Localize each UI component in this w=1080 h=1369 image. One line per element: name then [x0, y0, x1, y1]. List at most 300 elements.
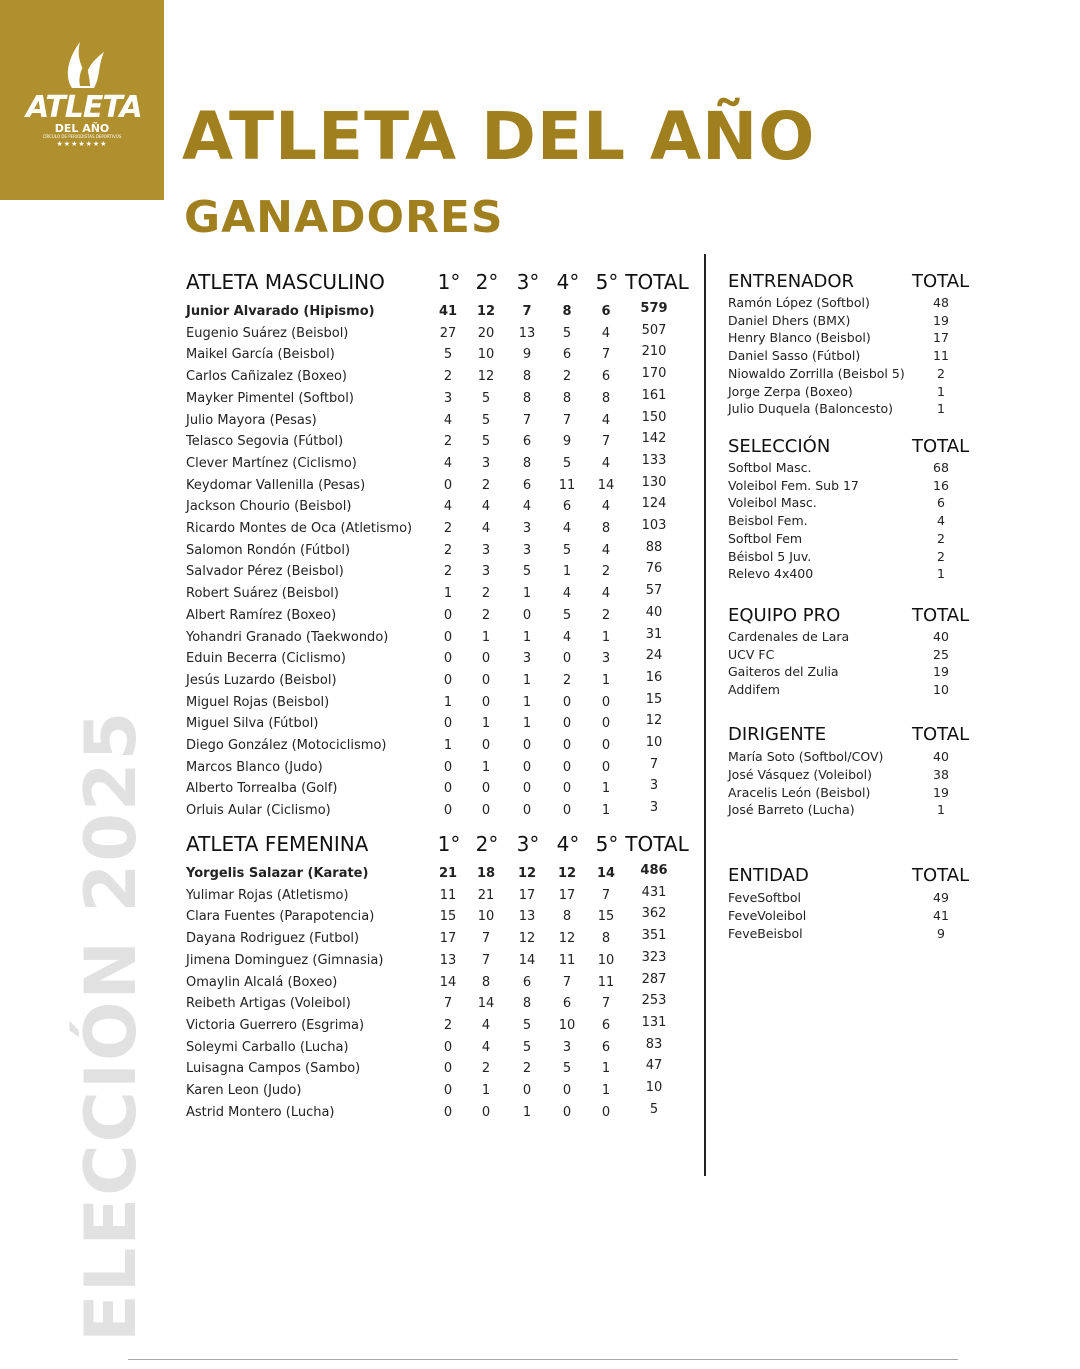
cell-name: Maikel García (Beisbol) [186, 347, 335, 363]
entrenador-header-total: TOTAL [912, 271, 970, 292]
masculino-header-p5: 5° [595, 270, 619, 294]
list-item [728, 682, 988, 700]
item-total: 40 [933, 629, 949, 644]
item-name: FeveBeisbol [728, 925, 803, 941]
cell-name: Eugenio Suárez (Beisbol) [186, 325, 349, 341]
cell-p4: 1 [562, 564, 572, 580]
cell-p5: 7 [601, 347, 611, 363]
cell-p4: 0 [562, 1083, 572, 1098]
cell-p4: 3 [562, 1039, 572, 1055]
cell-name: Mayker Pimentel (Softbol) [186, 390, 354, 406]
cell-p4: 4 [562, 629, 572, 645]
cell-p2: 3 [481, 564, 491, 580]
dirigente-header-total: TOTAL [912, 724, 970, 745]
cell-total: 15 [645, 691, 663, 707]
cell-name: Jackson Chourio (Beisbol) [186, 499, 352, 515]
item-name: FeveVoleibol [728, 907, 807, 923]
femenina-header-category: ATLETA FEMENINA [186, 832, 369, 856]
cell-p1: 0 [443, 716, 453, 732]
cell-name: Telasco Segovia (Fútbol) [186, 434, 344, 450]
cell-p5: 7 [601, 434, 611, 450]
cell-total: 150 [641, 409, 667, 425]
list-item [728, 647, 988, 665]
cell-p1: 0 [443, 651, 453, 667]
item-name: Ramón López (Softbol) [728, 295, 870, 310]
cell-p4: 8 [562, 909, 572, 925]
list-item [728, 366, 988, 384]
cell-p4: 12 [557, 866, 577, 881]
cell-p5: 8 [601, 931, 611, 947]
cell-p3: 4 [522, 499, 532, 515]
item-total: 41 [933, 907, 949, 923]
cell-total: 130 [641, 474, 667, 490]
cell-p3: 0 [522, 781, 532, 797]
cell-p3: 3 [522, 651, 532, 667]
item-name: Softbol Masc. [728, 460, 812, 475]
cell-name: Eduin Becerra (Ciclismo) [186, 651, 346, 667]
cell-p4: 10 [558, 1017, 576, 1033]
cell-p2: 14 [477, 996, 495, 1012]
cell-p4: 9 [562, 434, 572, 450]
cell-p3: 1 [522, 672, 532, 688]
cell-p5: 15 [597, 909, 615, 925]
cell-name: Astrid Montero (Lucha) [186, 1104, 335, 1120]
item-name: Daniel Sasso (Fútbol) [728, 348, 861, 364]
list-item [728, 802, 988, 820]
cell-p2: 7 [481, 952, 491, 968]
cell-p4: 6 [562, 996, 572, 1012]
cell-name: Albert Ramírez (Boxeo) [186, 607, 337, 623]
entidad-header-total: TOTAL [912, 865, 970, 886]
cell-p2: 12 [476, 304, 496, 319]
cell-p3: 3 [522, 521, 532, 536]
cell-p5: 4 [601, 455, 611, 471]
cell-name: Luisagna Campos (Sambo) [186, 1061, 361, 1077]
cell-total: 142 [641, 431, 667, 447]
cell-p2: 1 [481, 1083, 491, 1098]
column-divider [704, 254, 706, 1176]
cell-p5: 1 [601, 781, 611, 797]
list-item [728, 384, 988, 402]
cell-p5: 10 [597, 952, 615, 968]
cell-total: 88 [645, 539, 663, 555]
cell-p2: 1 [481, 629, 491, 645]
item-total: 1 [937, 802, 945, 818]
cell-p4: 7 [562, 412, 572, 428]
cell-name: Robert Suárez (Beisbol) [186, 586, 339, 602]
cell-p2: 4 [481, 1039, 491, 1055]
item-name: Niowaldo Zorrilla (Beisbol 5) [728, 365, 905, 381]
femenina-header-p5: 5° [595, 832, 619, 856]
cell-p1: 41 [438, 304, 458, 319]
cell-p4: 2 [562, 672, 572, 688]
logo-word: ATLETA [26, 90, 142, 125]
cell-p4: 11 [558, 952, 576, 968]
cell-p3: 12 [517, 866, 537, 881]
cell-p3: 8 [522, 455, 532, 471]
cell-p5: 1 [601, 672, 611, 688]
cell-p2: 0 [481, 781, 491, 797]
cell-p2: 4 [481, 499, 491, 515]
cell-p4: 5 [562, 455, 572, 471]
item-total: 2 [937, 365, 945, 381]
cell-p1: 13 [439, 952, 457, 968]
cell-p4: 6 [562, 347, 572, 363]
cell-total: 170 [641, 366, 667, 382]
logo-stars: ★★★★★★★ [56, 140, 108, 148]
cell-p3: 13 [518, 325, 536, 341]
list-item [728, 664, 988, 682]
cell-p3: 5 [522, 1039, 532, 1055]
item-total: 2 [937, 530, 945, 546]
cell-p4: 8 [562, 390, 572, 406]
item-total: 16 [933, 477, 949, 493]
list-item [728, 478, 988, 496]
cell-p2: 3 [481, 542, 491, 558]
item-total: 25 [933, 646, 949, 662]
logo [0, 0, 164, 200]
item-total: 1 [937, 566, 945, 582]
item-name: Béisbol 5 Juv. [728, 548, 812, 564]
cell-p5: 7 [601, 887, 611, 903]
item-total: 49 [933, 890, 949, 905]
item-name: Cardenales de Lara [728, 629, 850, 644]
item-name: Gaiteros del Zulia [728, 664, 839, 679]
cell-p1: 11 [439, 887, 457, 903]
cell-p2: 2 [481, 477, 491, 493]
cell-p4: 17 [558, 887, 576, 903]
equipo_pro-header-category: EQUIPO PRO [728, 605, 841, 626]
list-item [728, 330, 988, 348]
cell-p1: 17 [439, 931, 457, 947]
item-name: José Barreto (Lucha) [728, 802, 855, 818]
equipo_pro-header [728, 605, 988, 629]
masculino-header-p1: 1° [437, 270, 461, 294]
item-name: Beisbol Fem. [728, 513, 808, 529]
item-total: 19 [933, 312, 949, 328]
cell-name: Miguel Rojas (Beisbol) [186, 694, 330, 710]
cell-p4: 5 [562, 1061, 572, 1077]
cell-p5: 6 [601, 369, 611, 385]
cell-p2: 5 [481, 434, 491, 450]
cell-p4: 5 [562, 325, 572, 341]
cell-p1: 0 [443, 607, 453, 623]
cell-total: 362 [641, 906, 667, 922]
cell-p1: 0 [443, 629, 453, 645]
cell-p4: 7 [562, 974, 572, 990]
item-name: María Soto (Softbol/COV) [728, 749, 884, 764]
cell-p1: 0 [443, 1083, 453, 1098]
cell-p1: 4 [443, 412, 453, 428]
cell-p1: 1 [443, 694, 453, 710]
cell-total: 83 [645, 1036, 663, 1052]
cell-total: 10 [645, 1080, 663, 1095]
cell-p5: 8 [601, 521, 611, 536]
cell-p3: 12 [518, 931, 536, 947]
cell-p5: 6 [601, 1039, 611, 1055]
dirigente-header [728, 724, 988, 748]
cell-name: Yohandri Granado (Taekwondo) [186, 629, 389, 645]
cell-p5: 1 [601, 629, 611, 645]
cell-p3: 1 [522, 1104, 532, 1120]
cell-total: 323 [641, 949, 667, 965]
cell-p4: 0 [562, 803, 572, 819]
list-item [728, 767, 988, 785]
cell-p3: 1 [522, 629, 532, 645]
cell-p1: 0 [443, 1104, 453, 1120]
femenina-header-p3: 3° [516, 832, 540, 856]
item-total: 11 [933, 348, 949, 364]
cell-p1: 15 [439, 909, 457, 925]
cell-p2: 21 [477, 887, 495, 903]
cell-name: Miguel Silva (Fútbol) [186, 716, 319, 732]
cell-p5: 0 [601, 694, 611, 710]
cell-total: 131 [641, 1014, 667, 1030]
cell-total: 76 [645, 561, 663, 577]
cell-total: 10 [645, 735, 663, 750]
cell-p2: 1 [481, 716, 491, 732]
cell-p5: 4 [601, 412, 611, 428]
cell-p5: 0 [601, 1104, 611, 1120]
item-total: 6 [937, 495, 945, 511]
cell-total: 486 [640, 863, 668, 878]
cell-p2: 8 [481, 974, 491, 990]
femenina-header-p4: 4° [556, 832, 580, 856]
cell-p1: 14 [439, 974, 457, 990]
cell-name: Jimena Dominguez (Gimnasia) [186, 952, 384, 968]
cell-p4: 8 [562, 304, 572, 319]
item-name: José Vásquez (Voleibol) [728, 766, 873, 782]
cell-p5: 4 [601, 542, 611, 558]
cell-p5: 0 [601, 716, 611, 732]
cell-p2: 18 [476, 866, 496, 881]
cell-p4: 2 [562, 369, 572, 385]
cell-p2: 5 [481, 390, 491, 406]
cell-p4: 11 [558, 477, 576, 493]
cell-p1: 1 [443, 738, 453, 753]
masculino-header-total: TOTAL [625, 270, 689, 294]
item-name: Henry Blanco (Beisbol) [728, 330, 871, 346]
item-name: Voleibol Masc. [728, 495, 817, 511]
list-item [728, 460, 988, 478]
item-total: 68 [933, 460, 949, 475]
cell-p3: 6 [522, 974, 532, 990]
item-total: 9 [937, 925, 945, 941]
cell-p5: 4 [601, 499, 611, 515]
item-total: 19 [933, 664, 949, 679]
cell-p4: 0 [562, 781, 572, 797]
cell-total: 161 [641, 387, 667, 403]
cell-p3: 8 [522, 390, 532, 406]
cell-p4: 0 [562, 651, 572, 667]
cell-p5: 11 [597, 974, 615, 990]
cell-total: 7 [649, 756, 659, 772]
cell-p1: 21 [438, 866, 458, 881]
cell-name: Karen Leon (Judo) [186, 1083, 302, 1098]
cell-name: Jesús Luzardo (Beisbol) [186, 672, 337, 688]
cell-p4: 0 [562, 716, 572, 732]
masculino-header-p4: 4° [556, 270, 580, 294]
cell-p2: 2 [481, 607, 491, 623]
cell-p5: 1 [601, 803, 611, 819]
cell-p3: 7 [522, 412, 532, 428]
cell-name: Salvador Pérez (Beisbol) [186, 564, 344, 580]
cell-p3: 5 [522, 1017, 532, 1033]
cell-p5: 6 [601, 304, 611, 319]
cell-p3: 3 [522, 542, 532, 558]
cell-p3: 8 [522, 996, 532, 1012]
item-total: 2 [937, 548, 945, 564]
cell-p3: 9 [522, 347, 532, 363]
item-total: 19 [933, 784, 949, 800]
cell-p2: 5 [481, 412, 491, 428]
cell-name: Julio Mayora (Pesas) [186, 412, 317, 428]
item-name: Voleibol Fem. Sub 17 [728, 477, 859, 493]
cell-p4: 12 [558, 931, 576, 947]
item-name: Jorge Zerpa (Boxeo) [728, 383, 853, 399]
list-item [728, 295, 988, 313]
cell-name: Alberto Torrealba (Golf) [186, 781, 338, 797]
list-item [728, 401, 988, 419]
logo-subtitle: DEL AÑO [54, 122, 110, 135]
cell-total: 431 [641, 884, 667, 900]
cell-p1: 1 [443, 586, 453, 602]
cell-p1: 4 [443, 499, 453, 515]
cell-p4: 0 [562, 1104, 572, 1120]
cell-p1: 2 [443, 369, 453, 385]
cell-name: Victoria Guerrero (Esgrima) [186, 1017, 365, 1033]
cell-total: 24 [645, 648, 663, 664]
seleccion-header-category: SELECCIÓN [728, 436, 831, 457]
cell-total: 253 [641, 993, 667, 1009]
cell-p3: 0 [522, 607, 532, 623]
cell-name: Reibeth Artigas (Voleibol) [186, 996, 351, 1012]
page-title: ATLETA DEL AÑO [182, 98, 816, 175]
cell-p2: 4 [481, 521, 491, 536]
cell-p1: 5 [443, 347, 453, 363]
cell-p2: 12 [477, 369, 495, 385]
item-total: 1 [937, 383, 945, 399]
cell-total: 16 [645, 669, 663, 685]
cell-p2: 10 [477, 909, 495, 925]
cell-p1: 0 [443, 803, 453, 819]
masculino-header-p3: 3° [516, 270, 540, 294]
cell-total: 124 [641, 496, 667, 512]
list-item [728, 348, 988, 366]
cell-name: Soleymi Carballo (Lucha) [186, 1039, 349, 1055]
logo-tagline: CÍRCULO DE PERIODISTAS DEPORTIVOS [42, 134, 122, 139]
cell-p1: 27 [439, 325, 457, 341]
cell-total: 507 [641, 322, 667, 338]
cell-p4: 5 [562, 542, 572, 558]
cell-p3: 7 [522, 304, 532, 319]
item-total: 38 [933, 766, 949, 782]
cell-name: Keydomar Vallenilla (Pesas) [186, 477, 366, 493]
cell-p3: 6 [522, 434, 532, 450]
cell-p2: 7 [481, 931, 491, 947]
cell-p5: 7 [601, 996, 611, 1012]
cell-p4: 4 [562, 586, 572, 602]
item-name: FeveSoftbol [728, 890, 802, 905]
cell-name: Yorgelis Salazar (Karate) [186, 866, 369, 881]
cell-p3: 14 [518, 952, 536, 968]
cell-p3: 5 [522, 564, 532, 580]
item-total: 40 [933, 749, 949, 764]
cell-p1: 2 [443, 1017, 453, 1033]
item-name: Daniel Dhers (BMX) [728, 312, 851, 328]
cell-p5: 8 [601, 390, 611, 406]
cell-name: Junior Alvarado (Hipismo) [186, 304, 375, 319]
cell-total: 351 [641, 928, 667, 944]
cell-p3: 8 [522, 369, 532, 385]
list-item [728, 926, 988, 944]
item-name: Aracelis León (Beisbol) [728, 784, 871, 800]
cell-name: Dayana Rodriguez (Futbol) [186, 931, 360, 947]
cell-total: 5 [649, 1101, 659, 1117]
cell-name: Yulimar Rojas (Atletismo) [186, 887, 349, 903]
item-total: 48 [933, 295, 949, 310]
masculino-header-p2: 2° [475, 270, 499, 294]
list-item [728, 566, 988, 584]
cell-p1: 7 [443, 996, 453, 1012]
cell-p3: 0 [522, 759, 532, 775]
femenina-header-p1: 1° [437, 832, 461, 856]
cell-p4: 0 [562, 738, 572, 753]
cell-total: 31 [645, 626, 663, 642]
cell-p1: 0 [443, 781, 453, 797]
cell-p2: 10 [477, 347, 495, 363]
cell-p3: 17 [518, 887, 536, 903]
cell-p5: 2 [601, 607, 611, 623]
cell-p2: 0 [481, 672, 491, 688]
item-total: 17 [933, 330, 949, 346]
cell-total: 287 [641, 971, 667, 987]
cell-name: Salomon Rondón (Fútbol) [186, 542, 351, 558]
cell-name: Clara Fuentes (Parapotencia) [186, 909, 375, 925]
cell-p5: 14 [597, 477, 615, 493]
cell-p2: 0 [481, 694, 491, 710]
cell-total: 57 [645, 583, 663, 599]
item-name: Softbol Fem [728, 530, 803, 546]
cell-total: 3 [649, 778, 659, 794]
cell-p4: 0 [562, 759, 572, 775]
item-total: 4 [937, 513, 945, 529]
cell-p2: 0 [481, 651, 491, 667]
seleccion-header [728, 436, 988, 460]
cell-p4: 0 [562, 694, 572, 710]
cell-p5: 1 [601, 1061, 611, 1077]
cell-p1: 2 [443, 542, 453, 558]
list-item [728, 549, 988, 567]
cell-p2: 3 [481, 455, 491, 471]
dirigente-header-category: DIRIGENTE [728, 724, 827, 745]
item-total: 1 [937, 401, 945, 417]
cell-p5: 2 [601, 564, 611, 580]
cell-p3: 0 [522, 1083, 532, 1098]
equipo_pro-header-total: TOTAL [912, 605, 970, 626]
cell-p1: 2 [443, 434, 453, 450]
item-name: Addifem [728, 681, 780, 697]
cell-p3: 2 [522, 1061, 532, 1077]
list-item [728, 629, 988, 647]
cell-p5: 4 [601, 586, 611, 602]
cell-name: Omaylin Alcalá (Boxeo) [186, 974, 338, 990]
cell-p5: 0 [601, 738, 611, 753]
entidad-header [728, 865, 988, 889]
seleccion-header-total: TOTAL [912, 436, 970, 457]
cell-p2: 0 [481, 1104, 491, 1120]
cell-total: 103 [641, 518, 667, 533]
